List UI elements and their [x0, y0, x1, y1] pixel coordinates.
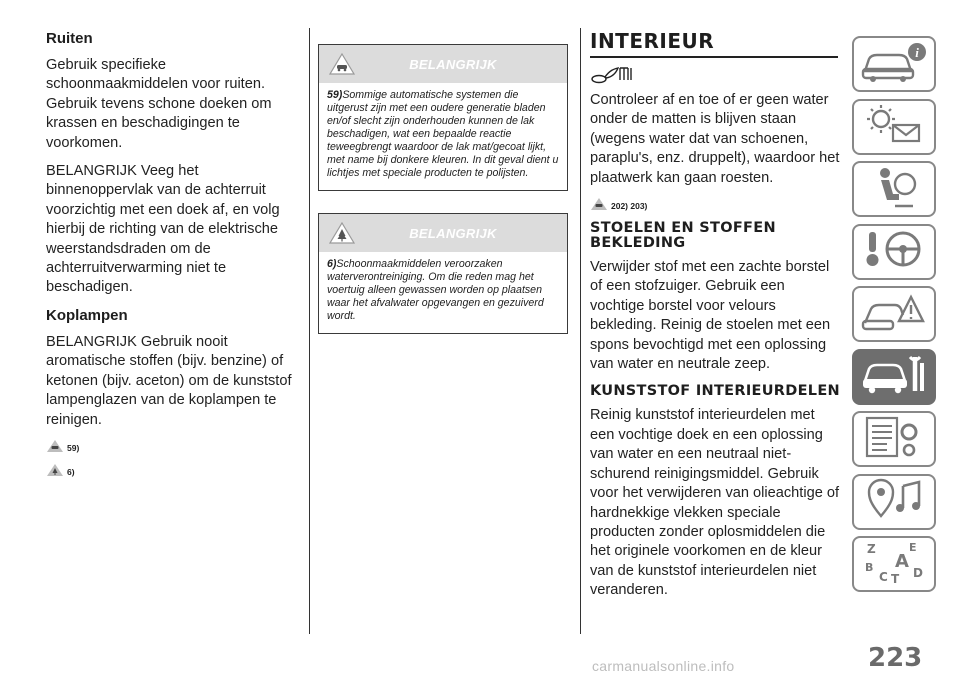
lights-mail-icon	[859, 101, 929, 152]
important-box-6	[318, 213, 568, 334]
koplampen-heading: Koplampen	[46, 306, 128, 324]
important-box-body	[319, 252, 567, 333]
chapter-sidebar	[852, 36, 936, 599]
important-box-header	[319, 45, 567, 83]
tab-index[interactable]	[852, 536, 936, 592]
list-gear-icon	[859, 414, 929, 465]
tab-multimedia[interactable]	[852, 474, 936, 530]
tab-car-info[interactable]	[852, 36, 936, 92]
index-letter: C	[879, 569, 888, 584]
environment-warning-icon	[46, 463, 64, 477]
index-letter: E	[909, 540, 917, 554]
reference-202-203[interactable]	[590, 197, 840, 211]
column-divider-left	[309, 28, 310, 634]
car-warning-icon	[329, 53, 355, 80]
tab-starting-driving[interactable]	[852, 224, 936, 280]
reference-59-label: 59)	[67, 442, 80, 453]
column-right	[590, 30, 840, 610]
important-box-title: BELANGRIJK	[409, 225, 497, 241]
index-letter: B	[865, 560, 874, 574]
location-music-icon	[859, 476, 929, 527]
tab-lights-messages[interactable]	[852, 99, 936, 155]
important-box-title: BELANGRIJK	[409, 56, 497, 72]
key-steering-icon	[859, 226, 929, 277]
kunststof-paragraph: Reinig kunststof interieurdelen met een vochtige doek en een oplossing van water en een neutraal niet-schurend reinigingsmiddel. Gebruik voor het verwijderen van olieachtige of hardnekkige vlekken speciale producten zonder oplosmiddelen die het originele voorkomen en de kleur van de kunststof interieurdelen niet veranderen.	[590, 407, 840, 599]
environment-warning-icon	[329, 222, 355, 249]
index-letter: D	[913, 565, 923, 580]
car-warning-icon	[46, 439, 64, 453]
ruiten-paragraph-2: BELANGRIJK Veeg het binnenoppervlak van de achterruit voorzichtig met een doek af, en volg hierbij de richting van de elektrische weerstandsdraden om de achterruitverwarming niet te beschadigen.	[46, 163, 280, 296]
tab-safety[interactable]	[852, 161, 936, 217]
car-info-icon	[859, 39, 929, 90]
important-box-body	[319, 83, 567, 190]
stoelen-paragraph: Verwijder stof met een zachte borstel of een stofzuiger. Gebruik een vochtige borstel voor velours bekleding. Reinig de stoelen met een spons bevochtigd met een oplossing van water en neutrale zeep.	[590, 259, 831, 373]
index-letter: Z	[867, 541, 876, 556]
interieur-paragraph: Controleer af en toe of er geen water onder de matten is blijven staan (wegens water dat van schoenen, paraplu's, enz. druppelt), waardoor het plaatwerk kan gaan roesten.	[590, 92, 840, 186]
ruiten-heading: Ruiten	[46, 30, 93, 47]
car-wrench-icon	[859, 351, 929, 402]
reference-6-label: 6)	[67, 466, 75, 477]
important-box-number: 6)	[327, 258, 337, 270]
airbag-seat-icon	[859, 164, 929, 215]
car-warning-icon	[590, 197, 608, 211]
svg-text:i: i	[915, 44, 919, 60]
tab-emergency[interactable]	[852, 286, 936, 342]
index-letter: T	[891, 571, 900, 585]
important-box-text: Schoonmaakmiddelen veroorzaken waterverontreiniging. Om die reden mag het voertuig alleen gewassen worden op plaatsen waar het afvalwater opgevangen en gezuiverd wordt.	[327, 258, 544, 322]
column-left	[46, 30, 298, 487]
alphabet-index-icon	[859, 539, 929, 590]
page-number: 223	[868, 643, 923, 673]
eco-leaf-icon	[590, 66, 840, 89]
column-divider-right	[580, 28, 581, 634]
reference-59[interactable]	[46, 439, 298, 453]
koplampen-paragraph: BELANGRIJK Gebruik nooit aromatische stoffen (bijv. benzine) of ketonen (bijv. aceton) om de kunststof lampenglazen van de koplampen te reinigen.	[46, 333, 292, 428]
reference-6[interactable]	[46, 463, 298, 477]
tab-maintenance-active[interactable]	[852, 349, 936, 405]
index-letter: A	[895, 550, 909, 572]
watermark: carmanualsonline.info	[592, 658, 735, 674]
heading-rule	[590, 56, 838, 58]
kunststof-heading: KUNSTSTOF INTERIEURDELEN	[590, 383, 840, 400]
stoelen-heading: STOELEN EN STOFFEN BEKLEDING	[590, 220, 776, 252]
reference-202-203-label: 202) 203)	[611, 201, 648, 212]
ruiten-paragraph-1: Gebruik specifieke schoonmaakmiddelen voor ruiten. Gebruik tevens schone doeken om krassen en beschadigingen te voorkomen.	[46, 57, 272, 151]
important-box-number: 59)	[327, 89, 343, 101]
column-middle	[318, 44, 568, 356]
important-box-59	[318, 44, 568, 191]
interieur-heading: INTERIEUR	[590, 29, 715, 53]
important-box-header	[319, 214, 567, 252]
tab-technical-data[interactable]	[852, 411, 936, 467]
important-box-text: Sommige automatische systemen die uitgerust zijn met een oudere generatie bladen en/of slecht zijn onderhouden kunnen de lak beschadigen, wat een bepaalde reactie teweegbrengt waardoor de lak mat/gecoat lijkt, met name bij donkere kleuren. In dit geval dient u lichtjes met speciale producten te polijsten.	[327, 89, 559, 179]
crash-warning-icon	[859, 289, 929, 340]
